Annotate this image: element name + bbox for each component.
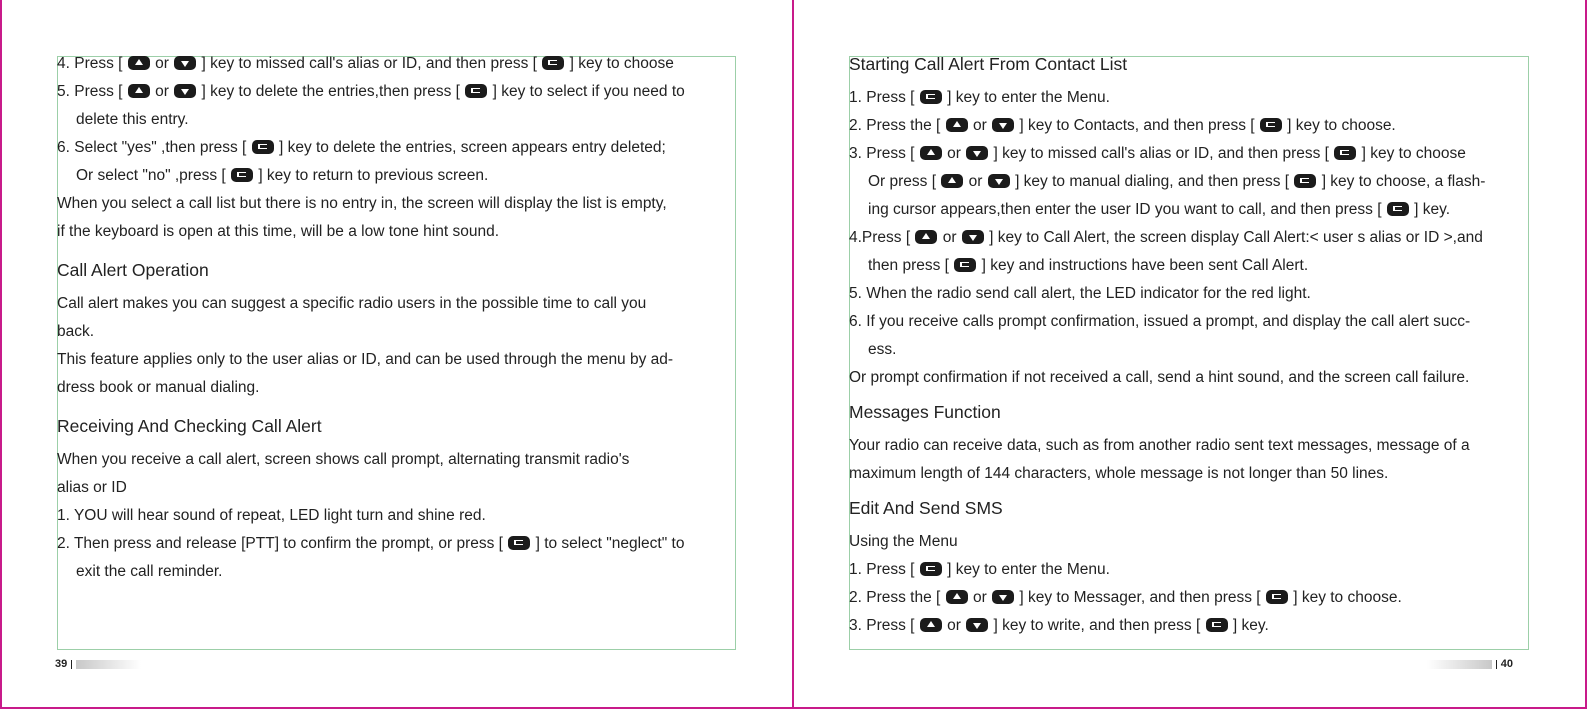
text-run: Or press [ (868, 173, 941, 190)
down-arrow-key-icon (962, 230, 984, 244)
text-run: 2. Press the [ (849, 117, 945, 134)
text-run: Receiving And Checking Call Alert (57, 416, 322, 436)
menu-key-icon (1387, 202, 1409, 216)
up-arrow-key-icon (915, 230, 937, 244)
text-run: 3. Press [ (849, 145, 919, 162)
text-line (57, 134, 757, 162)
text-run: Edit And Send SMS (849, 498, 1003, 518)
text-run: or (968, 117, 992, 134)
text-line (57, 530, 757, 558)
text-run: 1. YOU will hear sound of repeat, LED light turn and shine red. (57, 507, 486, 524)
text-line (849, 556, 1549, 584)
text-line (57, 162, 757, 190)
text-run: delete this entry. (76, 111, 189, 128)
text-run: ] key to delete the entries, screen appears entry deleted; (274, 139, 666, 156)
up-arrow-key-icon (128, 84, 150, 98)
text-run: ] key to write, and then press [ (989, 617, 1205, 634)
text-run: Call Alert Operation (57, 260, 209, 280)
text-line (57, 50, 757, 78)
text-line (57, 374, 757, 402)
text-run: Using the Menu (849, 533, 958, 550)
text-line (57, 474, 757, 502)
section-heading (57, 256, 757, 284)
text-line (849, 308, 1549, 336)
text-run: 1. Press [ (849, 89, 919, 106)
text-run: ] to select "neglect" to (531, 535, 685, 552)
text-run: ] key to manual dialing, and then press [ (1010, 173, 1294, 190)
menu-key-icon (231, 168, 253, 182)
up-arrow-key-icon (920, 618, 942, 632)
page-number: 39 (55, 658, 68, 670)
menu-key-icon (920, 562, 942, 576)
text-run: Or prompt confirmation if not received a call, send a hint sound, and the screen call failure. (849, 369, 1470, 386)
text-line (57, 502, 757, 530)
text-run: ] key to enter the Menu. (942, 561, 1110, 578)
text-run: ] key to return to previous screen. (254, 167, 489, 184)
up-arrow-key-icon (941, 174, 963, 188)
text-run: back. (57, 323, 95, 340)
book-spine (792, 0, 794, 709)
text-run: 4. Press [ (57, 55, 127, 72)
text-line (849, 140, 1549, 168)
down-arrow-key-icon (966, 618, 988, 632)
text-line (849, 432, 1549, 460)
text-run: dress book or manual dialing. (57, 379, 260, 396)
text-run: ess. (868, 341, 897, 358)
up-arrow-key-icon (946, 590, 968, 604)
text-line (57, 78, 757, 106)
footer-separator (71, 660, 72, 669)
text-run: ] key to enter the Menu. (942, 89, 1110, 106)
page-edge-left (0, 0, 2, 709)
text-run: When you select a call list but there is no entry in, the screen will display the list is empty, (57, 195, 667, 212)
text-line (849, 528, 1549, 556)
footer-separator (1496, 660, 1497, 669)
text-run: ] key to delete the entries,then press [ (197, 83, 465, 100)
down-arrow-key-icon (174, 84, 196, 98)
text-run: or (150, 55, 174, 72)
text-line (57, 190, 757, 218)
text-run: 6. Select "yes" ,then press [ (57, 139, 251, 156)
text-run: alias or ID (57, 479, 127, 496)
text-run: or (964, 173, 987, 190)
text-run: then press [ (868, 257, 954, 274)
text-run: 4.Press [ (849, 229, 915, 246)
menu-key-icon (465, 84, 487, 98)
down-arrow-key-icon (966, 146, 988, 160)
text-run: ] key to Contacts, and then press [ (1015, 117, 1259, 134)
text-run: ] key to missed call's alias or ID, and then press [ (197, 55, 542, 72)
text-run: or (942, 145, 966, 162)
spacer (57, 402, 757, 412)
text-run: Your radio can receive data, such as from another radio sent text messages, message of a (849, 437, 1470, 454)
text-run: ] key. (1228, 617, 1269, 634)
text-line (849, 252, 1549, 280)
text-run: exit the call reminder. (76, 563, 223, 580)
text-line (57, 290, 757, 318)
text-line (57, 218, 757, 246)
menu-key-icon (1334, 146, 1356, 160)
text-line (849, 336, 1549, 364)
text-run: This feature applies only to the user alias or ID, and can be used through the menu by ad- (57, 351, 674, 368)
text-line (849, 168, 1549, 196)
footer-gradient-bar (76, 660, 141, 669)
text-line (849, 364, 1549, 392)
menu-key-icon (1266, 590, 1288, 604)
text-line (849, 280, 1549, 308)
text-run: 2. Then press and release [PTT] to confirm the prompt, or press [ (57, 535, 508, 552)
text-run: 6. If you receive calls prompt confirmation, issued a prompt, and display the call alert succ- (849, 313, 1471, 330)
text-run: Or select "no" ,press [ (76, 167, 231, 184)
text-run: 3. Press [ (849, 617, 919, 634)
section-heading (849, 494, 1549, 522)
text-run: ] key to Messager, and then press [ (1015, 589, 1265, 606)
menu-key-icon (1260, 118, 1282, 132)
text-run: ] key to Call Alert, the screen display Call Alert:< user s alias or ID >,and (984, 229, 1483, 246)
section-heading (849, 398, 1549, 426)
text-run: ] key. (1409, 201, 1451, 218)
menu-key-icon (542, 56, 564, 70)
down-arrow-key-icon (174, 56, 196, 70)
up-arrow-key-icon (128, 56, 150, 70)
text-run: maximum length of 144 characters, whole message is not longer than 50 lines. (849, 465, 1389, 482)
text-run: Call alert makes you can suggest a specific radio users in the possible time to call you (57, 295, 647, 312)
text-run: ] key and instructions have been sent Call Alert. (977, 257, 1309, 274)
text-run: Starting Call Alert From Contact List (849, 54, 1128, 74)
text-run: ing cursor appears,then enter the user ID you want to call, and then press [ (868, 201, 1386, 218)
section-heading (57, 412, 757, 440)
right-page-content (849, 50, 1549, 640)
footer-gradient-bar (1427, 660, 1492, 669)
text-run: or (938, 229, 961, 246)
up-arrow-key-icon (920, 146, 942, 160)
menu-key-icon (508, 536, 530, 550)
text-line (849, 112, 1549, 140)
text-run: 2. Press the [ (849, 589, 945, 606)
page-number: 40 (1500, 658, 1513, 670)
text-line (849, 196, 1549, 224)
text-run: 1. Press [ (849, 561, 919, 578)
text-line (57, 558, 757, 586)
text-run: Messages Function (849, 402, 1001, 422)
text-line (849, 612, 1549, 640)
text-line (57, 318, 757, 346)
menu-key-icon (252, 140, 274, 154)
text-run: ] key to choose (1357, 145, 1466, 162)
text-run: if the keyboard is open at this time, will be a low tone hint sound. (57, 223, 499, 240)
text-run: ] key to choose. (1288, 589, 1402, 606)
left-page-content (57, 50, 757, 586)
text-run: When you receive a call alert, screen shows call prompt, alternating transmit radio's (57, 451, 630, 468)
up-arrow-key-icon (946, 118, 968, 132)
menu-key-icon (954, 258, 976, 272)
text-run: or (942, 617, 966, 634)
text-line (849, 460, 1549, 488)
text-line (57, 106, 757, 134)
right-page-footer (1427, 658, 1513, 670)
down-arrow-key-icon (992, 590, 1014, 604)
text-run: ] key to choose, a flash- (1317, 173, 1486, 190)
down-arrow-key-icon (988, 174, 1010, 188)
spacer (57, 246, 757, 256)
text-line (57, 346, 757, 374)
section-heading (849, 50, 1549, 78)
text-line (849, 224, 1549, 252)
text-run: or (150, 83, 174, 100)
text-run: ] key to missed call's alias or ID, and then press [ (989, 145, 1334, 162)
text-run: ] key to select if you need to (488, 83, 685, 100)
text-line (849, 84, 1549, 112)
left-page-footer (55, 658, 141, 670)
menu-key-icon (1294, 174, 1316, 188)
text-run: or (968, 589, 992, 606)
text-run: ] key to choose. (1282, 117, 1396, 134)
text-run: ] key to choose (565, 55, 674, 72)
text-line (849, 584, 1549, 612)
down-arrow-key-icon (992, 118, 1014, 132)
menu-key-icon (1206, 618, 1228, 632)
text-run: 5. Press [ (57, 83, 127, 100)
text-run: 5. When the radio send call alert, the LED indicator for the red light. (849, 285, 1311, 302)
menu-key-icon (920, 90, 942, 104)
text-line (57, 446, 757, 474)
